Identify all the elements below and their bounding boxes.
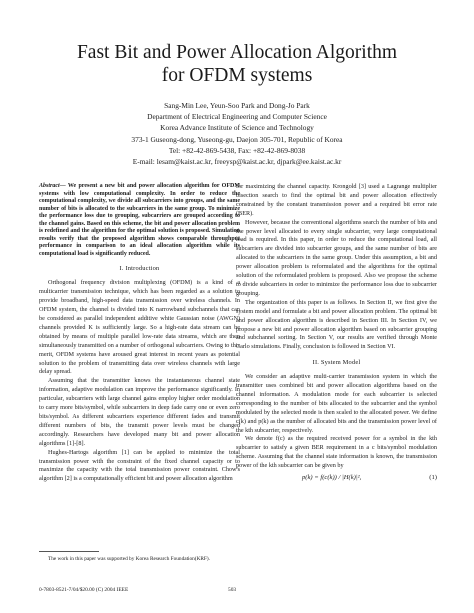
paragraph: for maximizing the channel capacity. Krongold [3] used a Lagrange multiplier bisection search to find the optimal bit and power allocation effectively constrained by the constant transmission power and a required bit error rate (BER). [236,183,437,217]
author-phone: Tel: +82-42-869-5438, Fax: +82-42-869-8038 [168,145,306,155]
author-address: 373-1 Guseong-dong, Yuseong-gu, Daejon 305-701, Republic of Korea [131,134,343,144]
abstract-lead: Abstract [39,183,60,189]
right-column [236,183,437,486]
paragraph: The organization of this paper is as follows. In Section II, we first give the system model and formulate a bit and power allocation problem. The optimal bit and power allocation algorithm is described in Section III. In Section IV, we propose a new bit and power allocation algorithm based on subcarrier grouping and subchannel sorting. In Section V, our results are verified through Monte Carlo simulations. Finally, conclusion is followed in Section VI. [236,298,437,351]
page-number: 503 [228,587,237,593]
author-institute: Korea Advance Institute of Science and Technology [160,123,314,133]
author-email: E-mail: lesam@kaist.ac.kr, freeysp@kaist.ac.kr, djpark@ee.kaist.ac.kr [132,157,342,167]
abstract [39,183,240,258]
author-block [0,100,474,167]
equation-1 [236,473,437,486]
paragraph: We consider an adaptive multi-carrier transmission system in which the transmitter uses combined bit and power allocation algorithms based on the channel information. A modulation mode for each subcarrier is selected corresponding to the number of bits allocated to the subcarrier and the symbol modulated by the selected mode is then scaled to the allocated power. We define c(k) and p(k) as the number of allocated bits and the transmission power level of the kth subcarrier, respectively. [236,373,437,434]
section-heading-introduction: I. Introduction [119,265,160,273]
paragraph: Orthogonal frequency division multiplexing (OFDM) is a kind of a multicarrier transmission technique, which has been regarded as a solution to provide broadband, high-speed data transmission over wireless channels. In OFDM system, the channel is divided into K narrowband subchannels that can be considered as parallel independent additive white Gaussian noise (AWGN) channels provided K is sufficiently large. So a high-rate data stream can be obtained by means of multiple parallel low-rate data streams, which are then simultaneously transmitted on a number of orthogonal subcarriers. Owing to this merit, OFDM systems have aroused great interest in recent years as potential solution to the problem of transmitting data over wireless channels with large delay spread. [39,279,240,376]
left-column [39,183,240,484]
section-heading-system-model: II. System Model [312,359,361,367]
equation-expression: p(k) = f(c(k)) / |H(k)|², [302,474,362,482]
footer-isbn: 0-7803-8521-7/04/$20.00 (C) 2004 IEEE [39,587,129,593]
footnote-rule [39,551,99,552]
paragraph: Assuming that the transmitter knows the instantaneous channel state information, adaptive modulation can improve the performance significantly. In particular, subcarriers with large channel gains employ higher order modulation to carry more bits/symbol, while subcarriers in deep fade carry one or even zero bits/symbol. As different subcarriers experience different fades and transmit different numbers of bits, the transmit power levels must be changed accordingly. Researchers have developed many bit and power allocation algorithms [1]-[8]. [39,377,240,447]
title-line-1: Fast Bit and Power Allocation Algorithm [76,42,398,63]
paragraph: Hughes-Hartogs algorithm [1] can be applied to minimize the total transmission power with the constraint of the fixed channel capacity or to maximize the capacity with the total transmission power constraint. Chow's algorithm [2] is a computationally efficient bit and power allocation algorithm [39,448,240,483]
paragraph: We denote f(c) as the required received power for a symbol in the kth subcarrier to satisfy a given BER requirement in a c bits/symbol modulation scheme. Assuming that the channel state information is known, the transmission power of the kth subcarrier can be given by [236,435,437,470]
abstract-text: — We present a new bit and power allocation algorithm for OFDM systems with low computational complexity. In order to reduce the computational complexity, we divide all subcarriers into groups, and the same number of bits is allocated to the subcarriers in the same group. To minimize the performance loss due to grouping, subcarriers are grouped according to the channel gains. Based on this scheme, the bit and power allocation problem is redefined and the algorithm for the optimal solution is proposed. Simulation results verify that the proposed algorithm shows comparable throughput performance in comparison to an ideal allocation algorithm while its computational load is significantly reduced. [39,183,240,257]
author-department: Department of Electrical Engineering and Computer Science [147,112,327,122]
author-names: Sang-Min Lee, Yeun-Soo Park and Dong-Jo Park [164,101,310,110]
paper-title [0,41,474,87]
equation-number: (1) [429,474,437,482]
paragraph: However, because the conventional algorithms search the number of bits and the power level allocated to every single subcarrier, very large computational load is required. In this paper, in order to reduce the computational load, all subcarriers are divided into subcarrier groups, and the same number of bits are allocated to the subcarriers in the same group. Under this assumption, a bit and power allocation problem is reformulated and the algorithms for the optimal solution of the reformulated problem is proposed. Also we propose the scheme to divide subcarriers in order to minimize the performance loss due to subcarrier grouping. [236,218,437,297]
footnote: The work in this paper was supported by Korea Research Foundation(KRF). [48,556,210,562]
title-line-2: for OFDM systems [161,65,313,86]
